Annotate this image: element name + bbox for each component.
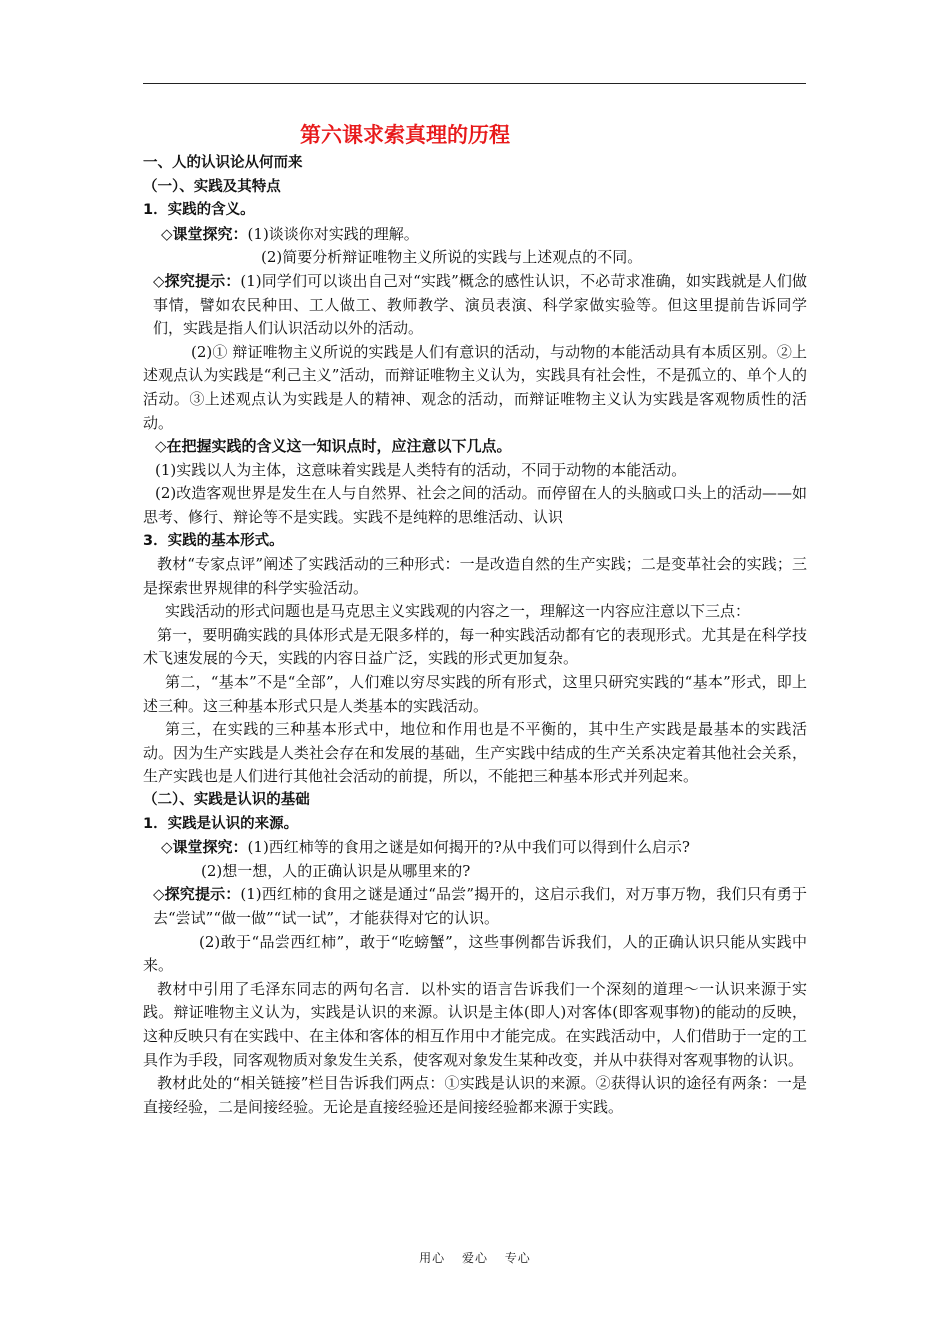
inquiry-label: ◇课堂探究： bbox=[161, 224, 248, 243]
heading-6: 1．实践是认识的来源。 bbox=[143, 815, 299, 832]
tip-3: ◇探究提示：(1)西红柿的食用之谜是通过“品尝”揭开的，这启示我们，对万事万物，我们只有勇于去“尝试”“做一做”“试一试”，才能获得对它的认识。 bbox=[153, 885, 807, 927]
inquiry-q4: (2)想一想，人的正确认识是从哪里来的? bbox=[201, 861, 471, 880]
para-6: 教材中引用了毛泽东同志的两句名言．以朴实的语言告诉我们一个深刻的道理～一认识来源于实践。辩证唯物主义认为，实践是认识的来源。认识是主体(即人)对客体(即客观事物)的能动的反映，这种反映只有在实践中、在主体和客体的相互作用中才能完成。在实践活动中，人们借助于一定的工具作为手段，同客观物质对象发生关系，使客观对象发生某种改变，并从中获得对客观事物的认识。 bbox=[143, 979, 807, 1069]
note-2: (2)改造客观世界是发生在人与自然界、社会之间的活动。而停留在人的头脑或口头上的活动——如思考、修行、辩论等不是实践。实践不是纯粹的思维活动、认识 bbox=[143, 484, 807, 526]
document-body bbox=[143, 120, 807, 1119]
para-4: 第二，“基本”不是“全部”，人们难以穷尽实践的所有形式，这里只研究实践的“基本”形式，即上述三种。这三种基本形式只是人类基本的实践活动。 bbox=[143, 673, 807, 715]
inquiry-q3: ◇课堂探究：(1)西红柿等的食用之谜是如何揭开的?从中我们可以得到什么启示? bbox=[161, 838, 690, 857]
heading-1: 一、人的认识论从何而来 bbox=[143, 155, 303, 171]
inquiry-q1: ◇课堂探究：(1)谈谈你对实践的理解。 bbox=[161, 224, 419, 243]
tip-label: ◇探究提示： bbox=[153, 271, 241, 290]
tip-label-2: ◇探究提示： bbox=[153, 885, 241, 904]
heading-4: 3．实践的基本形式。 bbox=[143, 532, 284, 549]
heading-2: （一）、实践及其特点 bbox=[143, 178, 281, 195]
inquiry-label-2: ◇课堂探究： bbox=[161, 838, 248, 857]
note-1: (1)实践以人为主体，这意味着实践是人类特有的活动，不同于动物的本能活动。 bbox=[155, 460, 687, 479]
header-rule bbox=[143, 83, 806, 84]
para-2: 实践活动的形式问题也是马克思主义实践观的内容之一，理解这一内容应注意以下三点： bbox=[165, 602, 751, 621]
heading-3: 1．实践的含义。 bbox=[143, 202, 255, 219]
tip-4: (2)敢于“品尝西红柿”，敢于“吃螃蟹”，这些事例都告诉我们，人的正确认识只能从实践中来。 bbox=[143, 932, 807, 975]
para-7: 教材此处的“相关链接”栏目告诉我们两点：①实践是认识的来源。②获得认识的途径有两条：一是直接经验，二是间接经验。无论是直接经验还是间接经验都来源于实践。 bbox=[143, 1074, 807, 1116]
tip-2: (2)① 辩证唯物主义所说的实践是人们有意识的活动，与动物的本能活动具有本质区别。②上述观点认为实践是“利己主义”活动，而辩证唯物主义认为，实践具有社会性，不是孤立的、单个人的活动。③上述观点认为实践是人的精神、观念的活动，而辩证唯物主义认为实践是客观物质性的活动。 bbox=[143, 342, 807, 432]
heading-5: （二）、实践是认识的基础 bbox=[143, 792, 310, 809]
tip-1: ◇探究提示：(1)同学们可以谈出自己对“实践”概念的感性认识，不必苛求准确，如实践就是人们做事情，譬如农民种田、工人做工、教师教学、演员表演、科学家做实验等。但这里提前告诉同学们，实践是指人们认识活动以外的活动。 bbox=[153, 271, 807, 338]
inquiry-q2: (2)简要分析辩证唯物主义所说的实践与上述观点的不同。 bbox=[261, 248, 643, 267]
para-1: 教材“专家点评”阐述了实践活动的三种形式：一是改造自然的生产实践；二是变革社会的实践；三是探索世界规律的科学实验活动。 bbox=[143, 555, 807, 597]
para-5: 第三，在实践的三种基本形式中，地位和作用也是不平衡的，其中生产实践是最基本的实践活动。因为生产实践是人类社会存在和发展的基础，生产实践中结成的生产关系决定着其他社会关系，生产实践也是人们进行其他社会活动的前提，所以，不能把三种基本形式并列起来。 bbox=[143, 720, 807, 786]
page-title: 第六课求索真理的历程 bbox=[300, 123, 510, 147]
para-3: 第一，要明确实践的具体形式是无限多样的，每一种实践活动都有它的表现形式。尤其是在科学技术飞速发展的今天，实践的内容日益广泛，实践的形式更加复杂。 bbox=[143, 625, 807, 668]
note-heading: ◇在把握实践的含义这一知识点时，应注意以下几点。 bbox=[155, 437, 512, 456]
page-footer: 用心 爱心 专心 bbox=[419, 1251, 531, 1265]
